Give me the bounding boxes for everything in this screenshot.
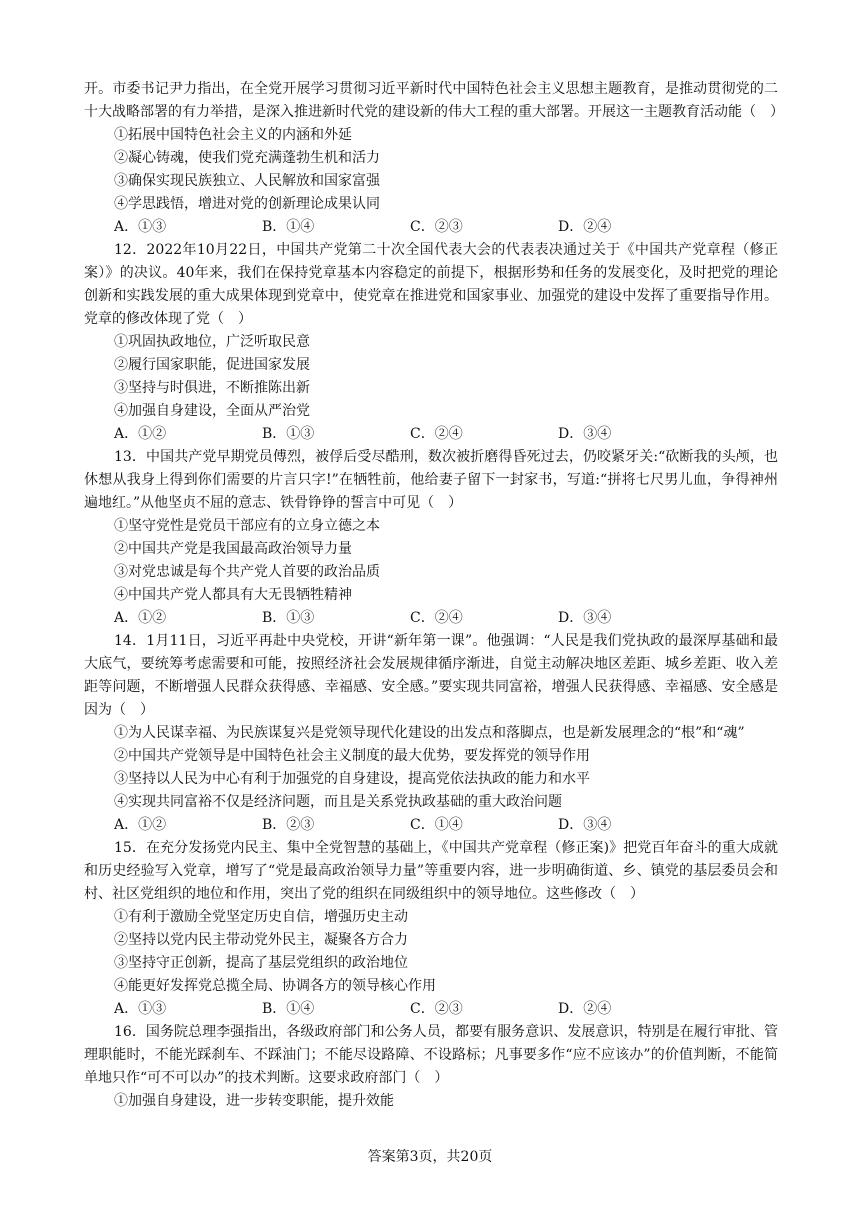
option: ④中国共产党人都具有大无畏牺牲精神 xyxy=(114,587,352,603)
answer-choices xyxy=(84,998,778,1021)
option: ④实现共同富裕不仅是经济问题，而且是关系党执政基础的重大政治问题 xyxy=(114,794,562,810)
answer-choice: D．③④ xyxy=(558,610,612,626)
answer-choice: C．②④ xyxy=(410,610,463,626)
option: ④加强自身建设，全面从严治党 xyxy=(114,403,310,419)
option: ③确保实现民族独立、人民解放和国家富强 xyxy=(114,173,380,189)
answer-choice: B．①③ xyxy=(262,426,315,442)
option: ③坚持以人民为中心有利于加强党的自身建设，提高党依法执政的能力和水平 xyxy=(114,771,590,787)
option: ②中国共产党是我国最高政治领导力量 xyxy=(114,541,352,557)
answer-choice: C．②③ xyxy=(410,1001,463,1017)
option: ②坚持以党内民主带动党外民主，凝聚各方合力 xyxy=(114,932,408,948)
answer-choice: A．①② xyxy=(114,817,167,833)
option: ③坚持与时俱进，不断推陈出新 xyxy=(114,380,310,396)
option: ③坚持守正创新，提高了基层党组织的政治地位 xyxy=(114,955,408,971)
question-11-stem: 开。市委书记尹力指出，在全党开展学习贯彻习近平新时代中国特色社会主义思想主题教育，是推动贯彻党的二十大战略部署的有力举措，是深入推进新时代党的建设新的伟大工程的重大部署。开展这一主题教育活动能（ ） xyxy=(84,81,784,120)
content-area xyxy=(84,78,784,1113)
answer-choice: B．②③ xyxy=(262,817,315,833)
answer-choice: A．①② xyxy=(114,610,167,626)
question-12-stem: 12．2022年10月22日，中国共产党第二十次全国代表大会的代表表决通过关于《中国共产党章程（修正案）》的决议。40年来，我们在保持党章基本内容稳定的前提下，根据形势和任务的发展变化，及时把党的理论创新和实践发展的重大成果体现到党章中，使党章在推进党和国家事业、加强党的建设中发挥了重要指导作用。党章的修改体现了党（ ） xyxy=(84,242,778,327)
answer-choices xyxy=(84,607,778,630)
answer-choice: C．②③ xyxy=(410,219,463,235)
option: ①拓展中国特色社会主义的内涵和外延 xyxy=(114,127,352,143)
answer-choice: D．③④ xyxy=(558,426,612,442)
option: ②履行国家职能，促进国家发展 xyxy=(114,357,310,373)
option: ④学思践悟，增进对党的创新理论成果认同 xyxy=(114,196,380,212)
page-footer: 答案第3页，共20页 xyxy=(367,1149,493,1165)
answer-choice: B．①③ xyxy=(262,610,315,626)
question-13-stem: 13．中国共产党早期党员傅烈，被俘后受尽酷刑，数次被折磨得昏死过去，仍咬紧牙关:“砍断我的头颅，也休想从我身上得到你们需要的片言只字!”在牺牲前，他给妻子留下一封家书，写道:“拼将七尺男儿血，争得神州遍地红。”从他坚贞不屈的意志、铁骨铮铮的誓言中可见（ ） xyxy=(84,449,778,511)
option: ①为人民谋幸福、为民族谋复兴是党领导现代化建设的出发点和落脚点，也是新发展理念的“根”和“魂” xyxy=(114,725,745,741)
option: ②凝心铸魂，使我们党充满蓬勃生机和活力 xyxy=(114,150,380,166)
answer-choice: C．①④ xyxy=(410,817,463,833)
option: ①加强自身建设，进一步转变职能，提升效能 xyxy=(114,1093,394,1109)
option: ③对党忠诚是每个共产党人首要的政治品质 xyxy=(114,564,380,580)
answer-choice: B．①④ xyxy=(262,219,315,235)
option: ②中国共产党领导是中国特色社会主义制度的最大优势，要发挥党的领导作用 xyxy=(114,748,590,764)
option: ①坚守党性是党员干部应有的立身立德之本 xyxy=(114,518,380,534)
answer-choice: A．①③ xyxy=(114,219,167,235)
option: ④能更好发挥党总揽全局、协调各方的领导核心作用 xyxy=(114,978,436,994)
answer-choices xyxy=(84,814,778,837)
answer-choice: D．③④ xyxy=(558,817,612,833)
answer-choice: B．①④ xyxy=(262,1001,315,1017)
question-16-stem: 16．国务院总理李强指出，各级政府部门和公务人员，都要有服务意识、发展意识，特别是在履行审批、管理职能时，不能光踩刹车、不踩油门；不能尽设路障、不设路标；凡事要多作“应不应该办”的价值判断，不能简单地只作“可不可以办”的技术判断。这要求政府部门（ ） xyxy=(84,1024,778,1086)
answer-choice: C．②④ xyxy=(410,426,463,442)
question-15-stem: 15．在充分发扬党内民主、集中全党智慧的基础上，《中国共产党章程（修正案)》把党百年奋斗的重大成就和历史经验写入党章，增写了“党是最高政治领导力量”等重要内容，进一步明确街道、乡、镇党的基层委员会和村、社区党组织的地位和作用，突出了党的组织在同级组织中的领导地位。这些修改（ ） xyxy=(84,840,778,902)
option: ①有利于激励全党坚定历史自信，增强历史主动 xyxy=(114,909,408,925)
answer-choice: D．②④ xyxy=(558,219,612,235)
answer-choices xyxy=(84,216,778,239)
answer-choice: D．②④ xyxy=(558,1001,612,1017)
answer-choice: A．①③ xyxy=(114,1001,167,1017)
option: ①巩固执政地位，广泛听取民意 xyxy=(114,334,310,350)
answer-choice: A．①② xyxy=(114,426,167,442)
question-14-stem: 14．1月11日，习近平再赴中央党校，开讲“新年第一课”。他强调：“人民是我们党执政的最深厚基础和最大底气，要统筹考虑需要和可能，按照经济社会发展规律循序渐进，自觉主动解决地区差距、城乡差距、收入差距等问题，不断增强人民群众获得感、幸福感、安全感。”要实现共同富裕，增强人民获得感、幸福感、安全感是因为（ ） xyxy=(84,633,778,718)
answer-choices xyxy=(84,423,778,446)
